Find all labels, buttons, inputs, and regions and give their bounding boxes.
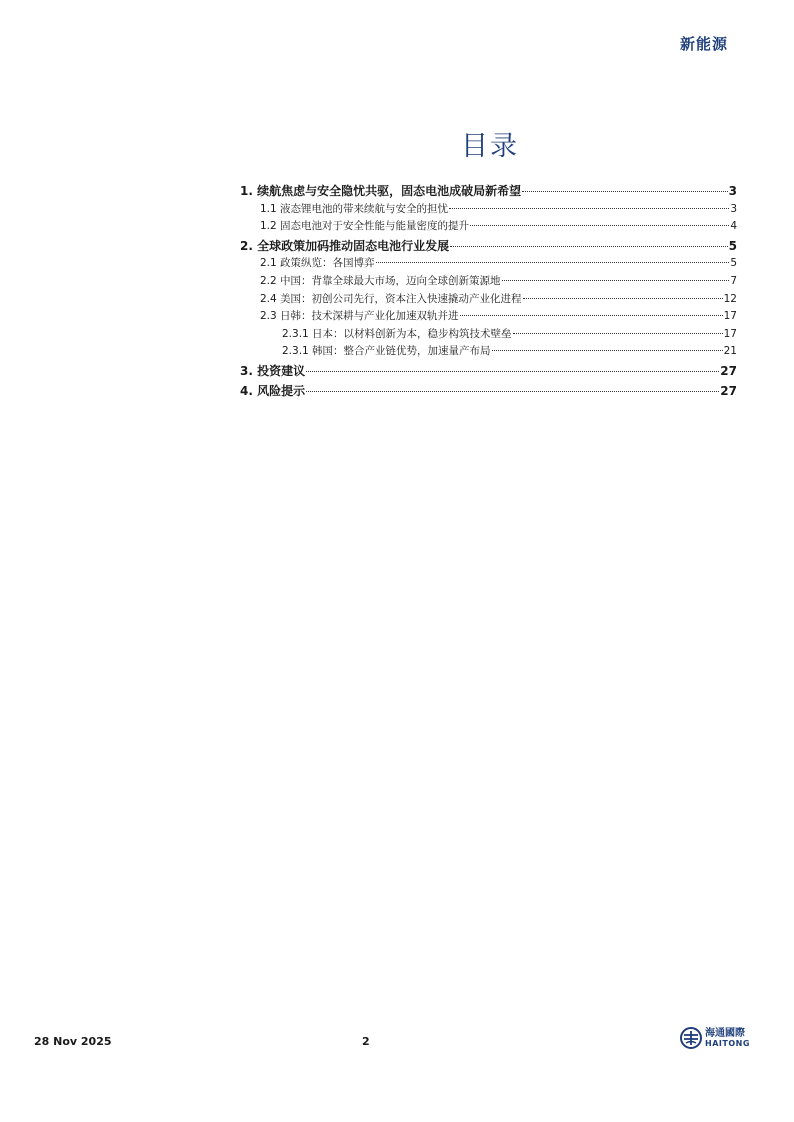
haitong-logo-icon [680,1027,702,1049]
toc-entry[interactable] [240,237,737,256]
toc-entry[interactable] [240,182,737,201]
toc-entry-page: 17 [723,310,737,323]
toc-entry[interactable] [240,382,737,401]
toc-entry-page: 3 [728,184,737,198]
toc-entry-label: 2.2 中国：背靠全球最大市场，迈向全球创新策源地 [260,274,501,287]
toc-entry-label: 2.3 日韩：技术深耕与产业化加速双轨并进 [260,310,459,323]
toc-entry-label: 3. 投资建议 [240,363,306,378]
toc-entry-label: 1.2 固态电池对于安全性能与能量密度的提升 [260,220,470,233]
toc-entry-label: 1.1 液态锂电池的带来续航与安全的担忧 [260,202,449,215]
toc-entry-label: 2.3.1 日本：以材料创新为本，稳步构筑技术壁垒 [282,327,512,340]
haitong-logo [680,1027,750,1049]
toc-entry[interactable] [240,362,737,381]
toc-leader [513,333,723,334]
toc-entry[interactable] [240,343,737,361]
toc-entry[interactable] [240,273,737,291]
toc-leader [522,191,728,192]
toc-entry[interactable] [240,218,737,236]
toc-entry-page: 5 [730,257,737,270]
toc-leader [450,246,728,247]
toc-entry-page: 27 [720,383,737,398]
toc-entry-page: 5 [728,238,737,253]
toc-leader [502,280,730,281]
toc-entry-page: 21 [723,345,737,358]
toc-entry-page: 27 [720,363,737,378]
toc-entry-page: 17 [723,327,737,340]
toc-entry-label: 4. 风险提示 [240,383,306,398]
page-number: 2 [362,1035,370,1048]
toc-entry-label: 2.4 美国：初创公司先行，资本注入快速撬动产业化进程 [260,292,522,305]
toc-entry-page: 4 [730,220,737,233]
toc-entry[interactable] [240,255,737,273]
toc-leader [306,391,719,392]
toc-leader [376,262,730,263]
toc-entry[interactable] [240,308,737,326]
logo-chinese-text: 海通國際 [705,1027,745,1039]
logo-english-text: HAITONG [705,1038,750,1048]
toc-entry-label: 2.1 政策纵览：各国博弈 [260,257,375,270]
table-of-contents [240,181,737,400]
toc-entry-label: 2.3.1 韩国：整合产业链优势，加速量产布局 [282,345,491,358]
toc-leader [470,225,729,226]
report-date: 28 Nov 2025 [34,1035,112,1048]
toc-entry[interactable] [240,326,737,344]
toc-entry[interactable] [240,201,737,219]
toc-entry-page: 7 [730,274,737,287]
toc-leader [306,371,719,372]
toc-entry-label: 1. 续航焦虑与安全隐忧共驱，固态电池成破局新希望 [240,184,522,198]
toc-entry[interactable] [240,291,737,309]
toc-entry-page: 12 [723,292,737,305]
toc-title: 目录 [461,131,519,162]
toc-entry-label: 2. 全球政策加码推动固态电池行业发展 [240,238,450,253]
toc-leader [449,208,729,209]
toc-entry-page: 3 [730,202,737,215]
section-tag: 新能源 [679,35,728,53]
toc-leader [460,315,723,316]
toc-leader [523,298,723,299]
toc-leader [492,350,723,351]
